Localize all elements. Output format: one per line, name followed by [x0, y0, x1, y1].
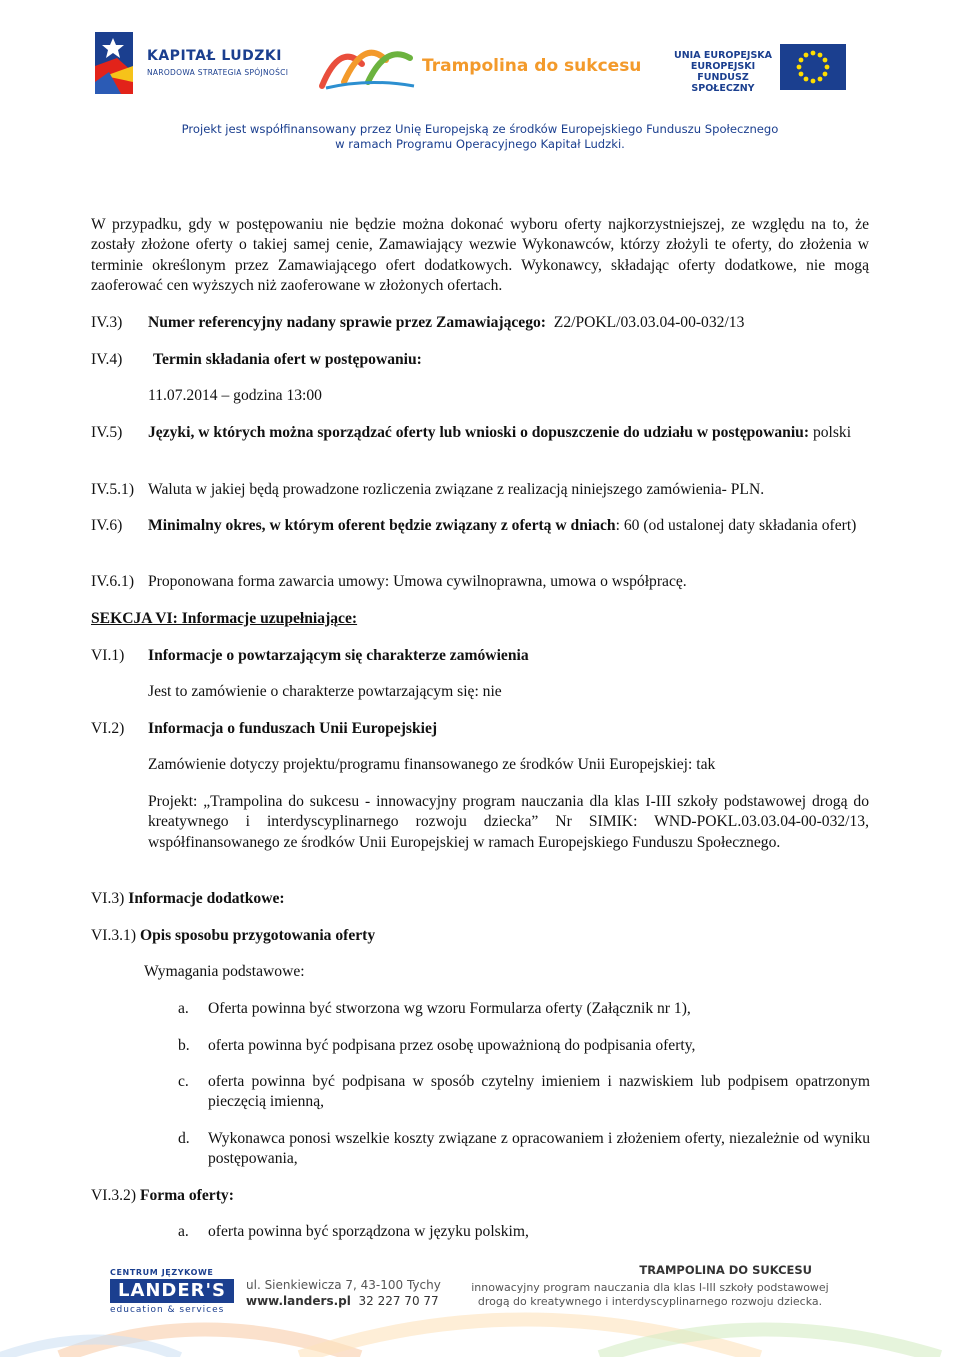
list-item-text: Wykonawca ponosi wszelkie koszty związane z opracowaniem i złożeniem oferty, niezależnie od wyniku postępowania,	[208, 1130, 870, 1168]
footer-web: www.landers.pl	[246, 1294, 351, 1308]
kapital-ludzki-logo	[95, 32, 290, 96]
trampolina-title: Trampolina do sukcesu	[422, 56, 642, 76]
intro-paragraph: W przypadku, gdy w postępowaniu nie będzie można dokonać wyboru oferty najkorzystniejszej, ze względu na to, że zostały złożone oferty o takiej samej cenie, Zamawiający wezwie Wykonawców, którzy złożyli te oferty, do złożenia w terminie określonym przez Zamawiającego ofert dodatkowych. Wykonawcy, składając oferty dodatkowe, nie mogą zaoferować cen wyższych niż zaoferowane w złożonych ofertach.	[91, 216, 869, 295]
section-vi31-label: Opis sposobu przygotowania oferty	[139, 927, 376, 944]
section-vi1-value: Jest to zamówienie o charakterze powtarzającym się: nie	[148, 683, 502, 700]
footer-project-line1: innowacyjny program nauczania dla klas I-III szkoły podstawowej	[471, 1281, 829, 1294]
section-vi32-number: VI.3.2)	[91, 1187, 137, 1204]
list-item-marker: c.	[178, 1073, 189, 1090]
list-item	[178, 1129, 870, 1170]
cofinancing-note	[100, 122, 860, 152]
section-vi32	[91, 1186, 234, 1206]
section-iv5-label: Języki, w których można sporządzać oferty lub wnioski o dopuszczenie do udziału w postępowaniu:	[148, 424, 810, 441]
landers-name: LANDER'S	[117, 1280, 227, 1301]
trampolina-logo	[318, 38, 642, 94]
cofinancing-line1: Projekt jest współfinansowany przez Unię Europejską ze środków Europejskiego Funduszu Społecznego	[181, 122, 779, 136]
landers-subtitle: education & services	[110, 1305, 225, 1315]
section-vi3	[91, 889, 285, 909]
section-iv6-number: IV.6)	[91, 517, 123, 534]
list-item-text: oferta powinna być podpisana w sposób czytelny imieniem i nazwiskiem lub podpisem opatrzonym pieczęcią imienną,	[208, 1073, 870, 1111]
kapital-ludzki-subtitle: NARODOWA STRATEGIA SPÓJNOŚCI	[147, 68, 289, 77]
landers-top-text: CENTRUM JĘZYKOWE	[110, 1268, 214, 1277]
list-item-text: oferta powinna być sporządzona w języku polskim,	[208, 1223, 529, 1240]
footer-project-line2: drogą do kreatywnego i interdyscyplinarnego rozwoju dziecka.	[477, 1295, 823, 1308]
section-vi3-label: Informacje dodatkowe:	[128, 890, 285, 907]
section-iv3-number: IV.3)	[91, 314, 123, 331]
section-iv5-value: polski	[812, 424, 852, 441]
list-item-marker: a.	[178, 1223, 189, 1240]
section-iv3-value: Z2/POKL/03.03.04-00-032/13	[553, 314, 745, 331]
eu-text-line2: EUROPEJSKI	[690, 61, 756, 72]
section-vi1-label: Informacje o powtarzającym się charakterze zamówienia	[148, 647, 529, 664]
section-iv51-number: IV.5.1)	[91, 481, 135, 498]
footer-project-block	[458, 1263, 842, 1309]
trampolina-arcs-icon	[318, 38, 418, 90]
section-vi2-number: VI.2)	[91, 720, 125, 737]
section-iv4-label: Termin składania ofert w postępowaniu:	[153, 351, 422, 368]
section-vi2-value: Zamówienie dotyczy projektu/programu finansowanego ze środków Unii Europejskiej: tak	[148, 756, 716, 773]
section-vi2-project: Projekt: „Trampolina do sukcesu - innowacyjny program nauczania dla klas I-III szkoły podstawowej drogą do kreatywnego i interdyscyplinarnego rozwoju dziecka” Nr SIMIK: WND-POKL.03.03.04-00-032/13, współfinansowanego ze środków Unii Europejskiej w ramach Europejskiego Funduszu Społecznego.	[148, 793, 869, 851]
section-iv4-number: IV.4)	[91, 351, 123, 368]
eu-logo	[672, 44, 852, 96]
list-item	[178, 999, 870, 1019]
footer-project-title: TRAMPOLINA DO SUKCESU	[639, 1263, 812, 1277]
list-item-text: oferta powinna być podpisana przez osobę upoważnioną do podpisania oferty,	[208, 1037, 696, 1054]
section-iv3	[148, 313, 870, 333]
eu-flag-icon	[780, 44, 846, 90]
footer-address-block	[246, 1277, 441, 1309]
section-iv6-value: : 60 (od ustalonej daty składania ofert)	[615, 517, 857, 534]
section-iv5-number: IV.5)	[91, 424, 123, 441]
list-item	[178, 1222, 870, 1242]
list-item	[178, 1036, 870, 1056]
section-vi2-label: Informacja o funduszach Unii Europejskiej	[148, 720, 438, 737]
footer-address: ul. Sienkiewicza 7, 43-100 Tychy	[246, 1278, 441, 1292]
list-item-marker: a.	[178, 1000, 189, 1017]
list-item-marker: b.	[178, 1037, 190, 1054]
section-iv5	[148, 423, 869, 443]
cofinancing-line2: w ramach Programu Operacyjnego Kapitał Ludzki.	[335, 137, 625, 151]
section-iv6-label: Minimalny okres, w którym oferent będzie związany z ofertą w dniach	[148, 517, 616, 534]
eu-text	[672, 50, 774, 94]
section-iv3-label: Numer referencyjny nadany sprawie przez Zamawiającego:	[148, 314, 546, 331]
landers-name-box	[110, 1279, 234, 1303]
section-vi-heading: SEKCJA VI: Informacje uzupełniające:	[91, 610, 358, 627]
section-vi1-number: VI.1)	[91, 647, 125, 664]
section-iv4-value: 11.07.2014 – godzina 13:00	[148, 387, 322, 404]
requirements-heading: Wymagania podstawowe:	[144, 963, 305, 980]
footer-contact	[246, 1293, 441, 1309]
eu-text-line1: UNIA EUROPEJSKA	[674, 50, 772, 61]
section-iv6	[148, 516, 869, 536]
section-vi31	[91, 926, 375, 946]
kapital-ludzki-title: KAPITAŁ LUDZKI	[147, 48, 282, 64]
list-item-text: Oferta powinna być stworzona wg wzoru Formularza oferty (Załącznik nr 1),	[208, 1000, 691, 1017]
eu-text-line3: FUNDUSZ SPOŁECZNY	[691, 72, 755, 94]
list-item	[178, 1072, 870, 1113]
landers-logo	[110, 1268, 240, 1320]
footer-phone: 32 227 70 77	[358, 1294, 439, 1308]
section-vi32-label: Forma oferty:	[139, 1187, 234, 1204]
kapital-ludzki-emblem-icon	[95, 32, 135, 94]
section-vi31-number: VI.3.1)	[91, 927, 137, 944]
section-vi3-number: VI.3)	[91, 890, 125, 907]
section-iv51-text: Waluta w jakiej będą prowadzone rozliczenia związane z realizacją niniejszego zamówienia- PLN.	[148, 481, 765, 498]
section-iv61-number: IV.6.1)	[91, 573, 135, 590]
section-iv61-text: Proponowana forma zawarcia umowy: Umowa cywilnoprawna, umowa o współpracę.	[148, 573, 687, 590]
list-item-marker: d.	[178, 1130, 190, 1147]
